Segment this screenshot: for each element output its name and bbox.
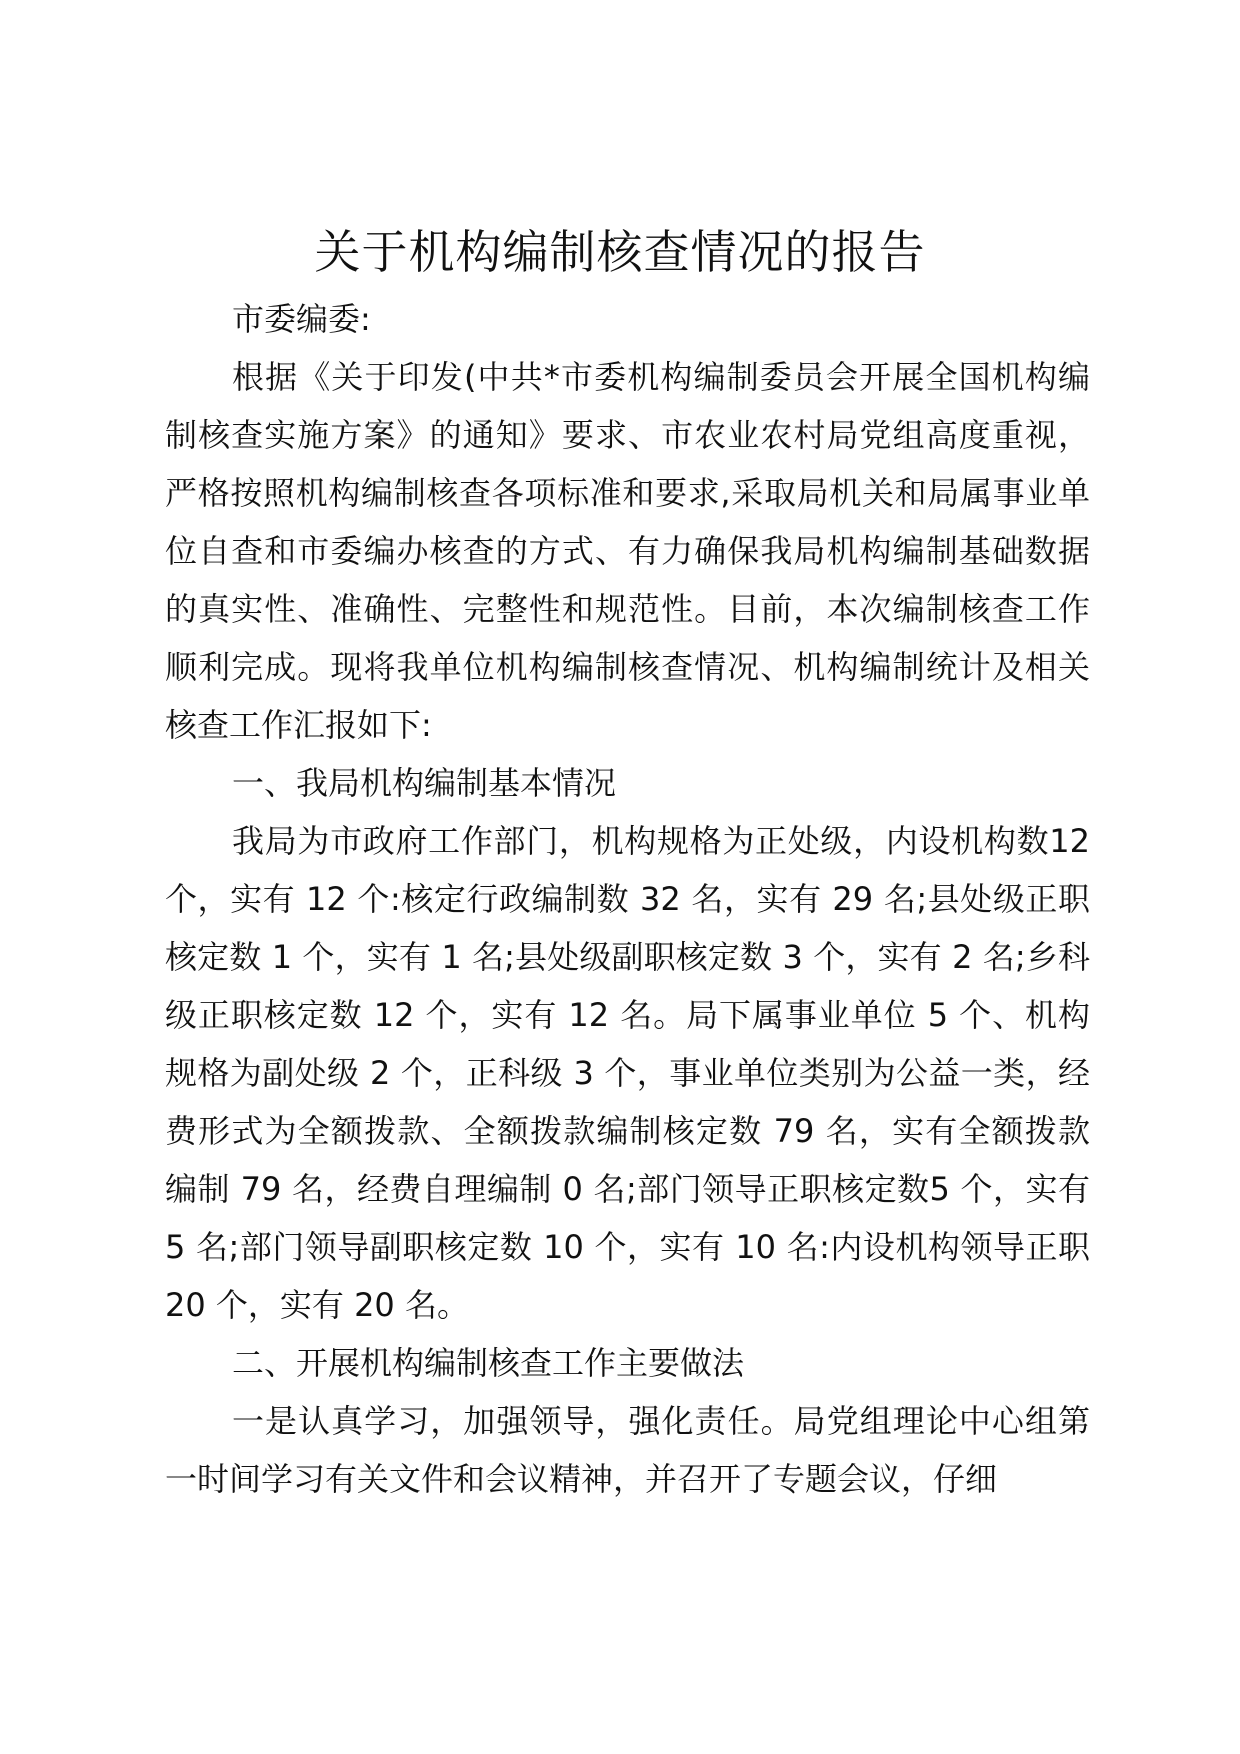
paragraph-intro: 根据《关于印发(中共*市委机构编制委员会开展全国机构编制核查实施方案》的通知》要求、市农业农村局党组高度重视，严格按照机构编制核查各项标准和要求,采取局机关和局属事业单位自查和市委编办核查的方式、有力确保我局机构编制基础数据的真实性、准确性、完整性和规范性。目前，本次编制核查工作顺利完成。现将我单位机构编制核查情况、机构编制统计及相关核查工作汇报如下: bbox=[165, 358, 1090, 744]
salutation: 市委编委: bbox=[232, 300, 371, 338]
paragraph-measures: 一是认真学习，加强领导，强化责任。局党组理论中心组第一时间学习有关文件和会议精神，并召开了专题会议，仔细 bbox=[165, 1402, 1090, 1498]
section-heading-2: 二、开展机构编制核查工作主要做法 bbox=[232, 1344, 745, 1382]
section-heading-1: 一、我局机构编制基本情况 bbox=[232, 764, 617, 802]
document-body bbox=[165, 290, 1090, 1508]
document-title: 关于机构编制核查情况的报告 bbox=[314, 225, 926, 279]
paragraph-basic-situation: 我局为市政府工作部门，机构规格为正处级，内设机构数12 个，实有 12 个:核定行政编制数 32 名，实有 29 名;县处级正职核定数 1 个，实有 1 名;县处级副职核定数 3 个，实有 2 名;乡科级正职核定数 12 个，实有 12 名。局下属事业单位 5 个、机构规格为副处级 2 个，正科级 3 个，事业单位类别为公益一类，经费形式为全额拨款、全额拨款编制核定数 79 名，实有全额拨款编制 79 名，经费自理编制 0 名;部门领导正职核定数5 个，实有 5 名;部门领导副职核定数 10 个，实有 10 名:内设机构领导正职 20 个，实有 20 名。 bbox=[165, 822, 1090, 1324]
